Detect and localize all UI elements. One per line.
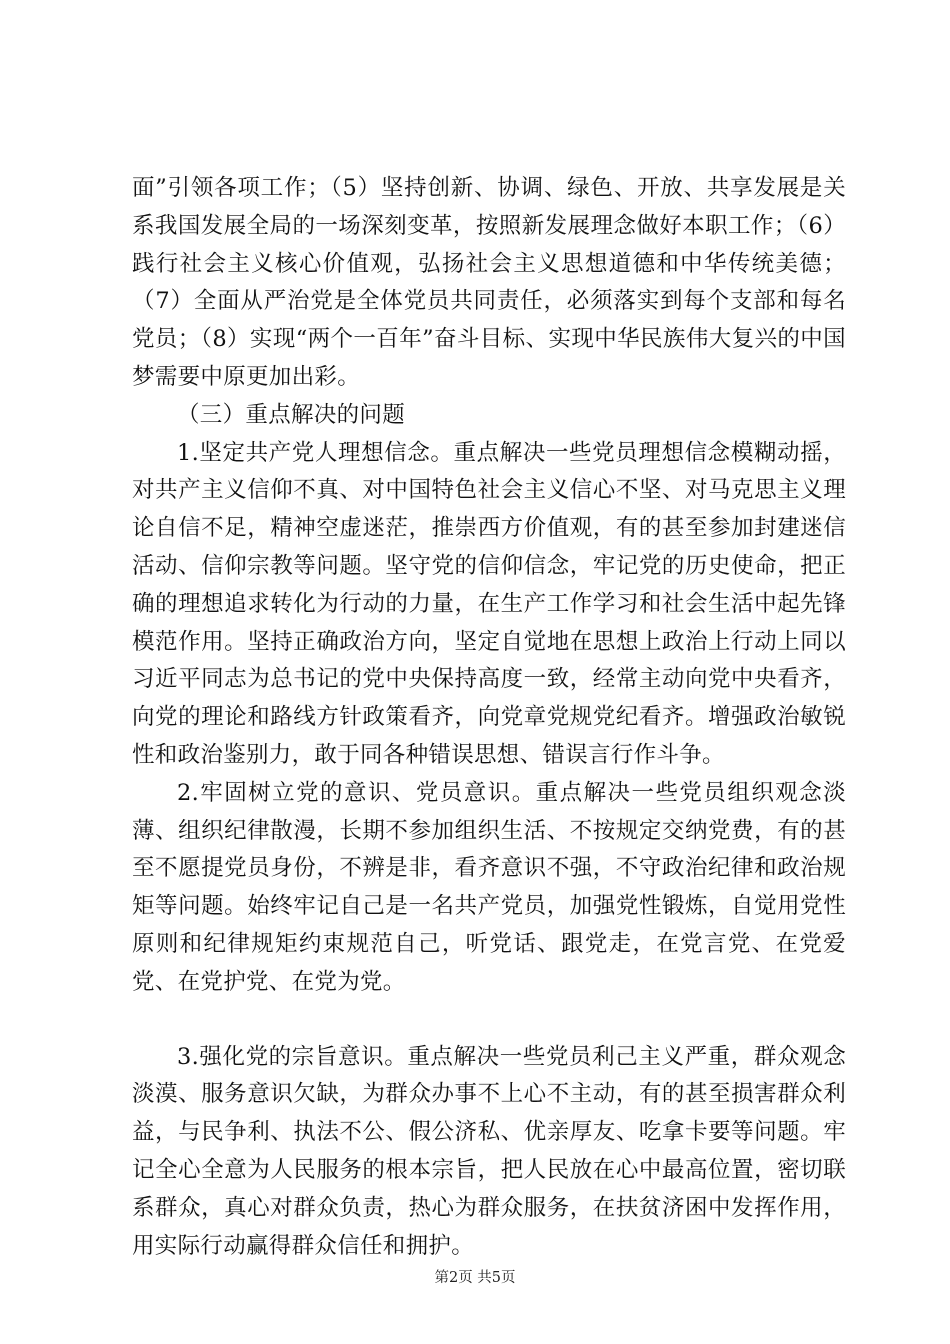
paragraph-item-2: 2.牢固树立党的意识、党员意识。重点解决一些党员组织观念淡薄、组织纪律散漫，长期不参加组织生活、不按规定交纳党费，有的甚至不愿提党员身份，不辨是非，看齐意识不强，不守政治纪律和政治规矩等问题。始终牢记自己是一名共产党员，加强党性锻炼，自觉用党性原则和纪律规矩约束规范自己，听党话、跟党走，在党言党、在党爱党、在党护党、在党为党。: [132, 779, 846, 995]
document-body: [132, 170, 846, 1265]
paragraph-item-3: 3.强化党的宗旨意识。重点解决一些党员利己主义严重，群众观念淡漠、服务意识欠缺，为群众办事不上心不主动，有的甚至损害群众利益，与民争利、执法不公、假公济私、优亲厚友、吃拿卡要等问题。牢记全心全意为人民服务的根本宗旨，把人民放在心中最高位置，密切联系群众，真心对群众负责，热心为群众服务，在扶贫济困中发挥作用，用实际行动赢得群众信任和拥护。: [132, 1043, 846, 1259]
section-heading: （三）重点解决的问题: [177, 401, 406, 428]
paragraph-item-1: 1.坚定共产党人理想信念。重点解决一些党员理想信念模糊动摇，对共产主义信仰不真、对中国特色社会主义信心不坚、对马克思主义理论自信不足，精神空虚迷茫，推崇西方价值观，有的甚至参加封建迷信活动、信仰宗教等问题。坚守党的信仰信念，牢记党的历史使命，把正确的理想追求转化为行动的力量，在生产工作学习和社会生活中起先锋模范作用。坚持正确政治方向，坚定自觉地在思想上政治上行动上同以习近平同志为总书记的党中央保持高度一致，经常主动向党中央看齐，向党的理论和路线方针政策看齐，向党章党规党纪看齐。增强政治敏锐性和政治鉴别力，敢于同各种错误思想、错误言行作斗争。: [132, 439, 846, 768]
paragraph-spacer: [132, 1002, 846, 1039]
page-footer: 第2页 共5页: [434, 1270, 516, 1286]
paragraph-continuation: 面”引领各项工作；（5）坚持创新、协调、绿色、开放、共享发展是关系我国发展全局的一场深刻变革，按照新发展理念做好本职工作；（6）践行社会主义核心价值观，弘扬社会主义思想道德和中华传统美德；（7）全面从严治党是全体党员共同责任，必须落实到每个支部和每名党员；（8）实现“两个一百年”奋斗目标、实现中华民族伟大复兴的中国梦需要中原更加出彩。: [132, 175, 846, 390]
